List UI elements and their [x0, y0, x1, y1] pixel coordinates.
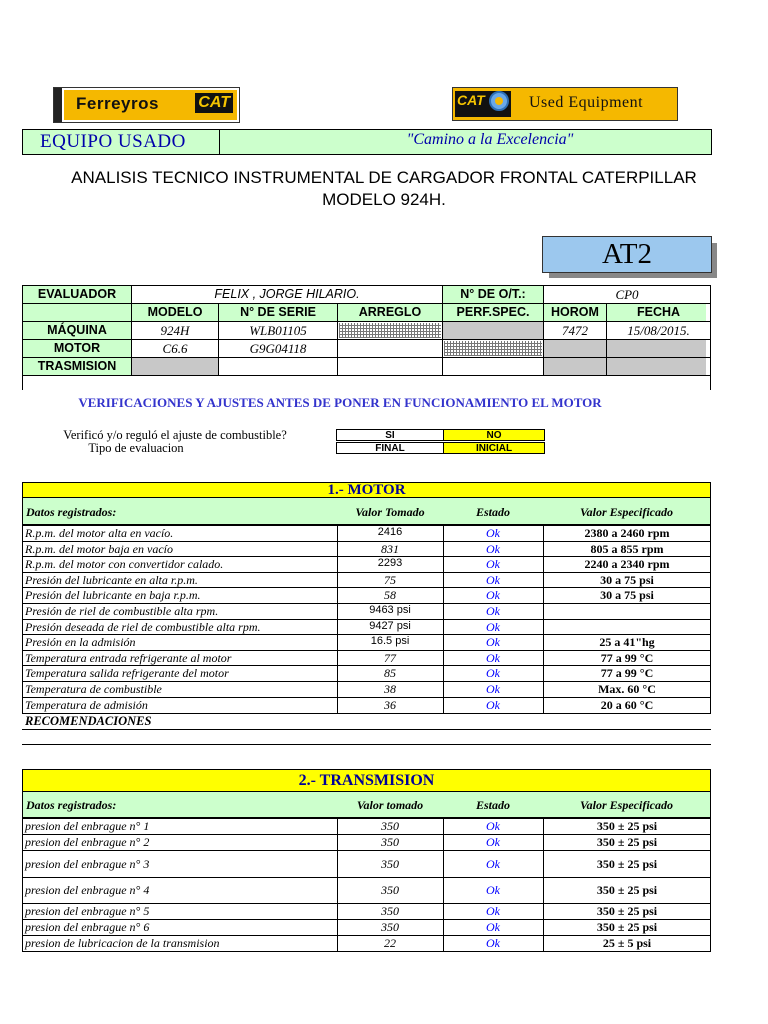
- row-label: presion del enbrague n° 3: [25, 857, 150, 871]
- row-valor: 2293: [377, 557, 403, 569]
- row-label: Presión de riel de combustible alta rpm.: [25, 604, 219, 618]
- col-serie: N° DE SERIE: [240, 305, 316, 319]
- row-spec: 2380 a 2460 rpm: [584, 526, 670, 540]
- row-estado: Ok: [486, 620, 500, 634]
- row-label: Presión deseada de riel de combustible alta rpm.: [25, 620, 261, 634]
- motor-serie: G9G04118: [249, 341, 307, 356]
- row-label: R.p.m. del motor con convertidor calado.: [25, 557, 224, 571]
- maquina-fecha: 15/08/2015.: [627, 323, 690, 338]
- row-valor: 16.5 psi: [370, 635, 410, 647]
- trasmision-label: TRASMISION: [37, 359, 117, 373]
- row-estado: Ok: [486, 604, 500, 618]
- row-label: Temperatura entrada refrigerante al motor: [25, 651, 232, 665]
- row-valor: 350: [381, 857, 399, 871]
- row-valor: 350: [381, 904, 399, 918]
- maquina-serie: WLB01105: [249, 323, 307, 338]
- row-valor: 350: [381, 920, 399, 934]
- evaluador-value: FELIX , JORGE HILARIO.: [214, 287, 360, 301]
- row-valor: 350: [381, 835, 399, 849]
- motor-header-valor: Valor Tomado: [355, 505, 425, 519]
- motor-header-estado: Estado: [475, 505, 510, 519]
- row-estado: Ok: [486, 666, 500, 680]
- row-valor: 2416: [377, 526, 403, 538]
- row-label: presion del enbrague n° 6: [25, 920, 150, 934]
- cat-logo-text: CAT: [195, 93, 233, 113]
- row-estado: Ok: [486, 835, 500, 849]
- row-spec: 350 ± 25 psi: [596, 857, 658, 871]
- row-spec: 30 a 75 psi: [600, 588, 654, 602]
- row-valor: 831: [381, 542, 399, 556]
- row-label: R.p.m. del motor alta en vacío.: [25, 526, 174, 540]
- row-estado: Ok: [486, 573, 500, 587]
- trans-header-estado: Estado: [475, 798, 510, 812]
- question-combustible: Verificó y/o reguló el ajuste de combustible?: [63, 428, 287, 442]
- row-label: presion del enbrague n° 2: [25, 835, 150, 849]
- option-inicial[interactable]: INICIAL: [443, 442, 545, 454]
- col-modelo: MODELO: [147, 305, 203, 319]
- row-valor: 38: [384, 682, 396, 696]
- row-valor: 36: [384, 698, 396, 712]
- row-label: Temperatura de admisión: [25, 698, 148, 712]
- row-label: Presión del lubricante en alta r.p.m.: [25, 573, 198, 587]
- maquina-label: MÁQUINA: [47, 323, 107, 337]
- motor-header-datos: Datos registrados:: [26, 505, 117, 519]
- maquina-modelo: 924H: [160, 323, 190, 338]
- trans-header-spec: Valor Especificado: [580, 798, 673, 812]
- ot-value: CP0: [615, 287, 639, 302]
- col-arreglo: ARREGLO: [358, 305, 422, 319]
- motto: "Camino a la Excelencia": [406, 131, 574, 148]
- row-estado: Ok: [486, 698, 500, 712]
- row-estado: Ok: [486, 936, 500, 950]
- row-label: Temperatura salida refrigerante del motor: [25, 666, 229, 680]
- equipo-usado-label: EQUIPO USADO: [40, 131, 186, 152]
- row-spec: Max. 60 °C: [598, 682, 656, 696]
- ferreyros-logo-text: Ferreyros: [76, 94, 159, 113]
- ferreyros-logo: [53, 87, 240, 123]
- row-valor: 77: [384, 651, 396, 665]
- row-estado: Ok: [486, 857, 500, 871]
- row-estado: Ok: [486, 920, 500, 934]
- motor-section-title: 1.- MOTOR: [22, 482, 711, 498]
- transmision-section-title: 2.- TRANSMISION: [22, 769, 711, 792]
- maquina-horom: 7472: [562, 323, 588, 338]
- row-estado: Ok: [486, 819, 500, 833]
- trans-header-datos: Datos registrados:: [26, 798, 117, 812]
- row-spec: 350 ± 25 psi: [596, 904, 658, 918]
- recomendaciones-label: RECOMENDACIONES: [25, 714, 152, 728]
- col-perf: PERF.SPEC.: [456, 305, 530, 319]
- row-spec: 20 a 60 °C: [600, 698, 654, 712]
- row-valor: 75: [384, 573, 396, 587]
- row-valor: 58: [384, 588, 396, 602]
- row-estado: Ok: [486, 904, 500, 918]
- row-valor: 9427 psi: [369, 620, 411, 632]
- option-si[interactable]: SI: [336, 429, 444, 441]
- row-valor: 22: [384, 936, 396, 950]
- row-spec: 350 ± 25 psi: [596, 920, 658, 934]
- row-valor: 85: [384, 666, 396, 680]
- gear-icon: [489, 91, 509, 111]
- row-spec: 2240 a 2340 rpm: [584, 557, 670, 571]
- row-estado: Ok: [486, 883, 500, 897]
- row-estado: Ok: [486, 588, 500, 602]
- used-equipment-logo: [452, 87, 678, 121]
- document-code: AT2: [542, 236, 712, 273]
- row-label: Presión en la admisión: [25, 635, 136, 649]
- question-tipo-evaluacion: Tipo de evaluacion: [88, 441, 184, 455]
- used-equipment-text: Used Equipment: [529, 94, 644, 111]
- row-spec: 77 a 99 °C: [600, 666, 654, 680]
- motor-modelo: C6.6: [162, 341, 188, 356]
- row-estado: Ok: [486, 682, 500, 696]
- row-label: presion del enbrague n° 4: [25, 883, 150, 897]
- used-cat-text: CAT: [457, 92, 485, 108]
- row-label: presion del enbrague n° 1: [25, 819, 150, 833]
- motor-header-spec: Valor Especificado: [580, 505, 673, 519]
- row-estado: Ok: [486, 542, 500, 556]
- row-label: R.p.m. del motor baja en vacío: [25, 542, 173, 556]
- row-spec: 25 a 41"hg: [599, 635, 655, 649]
- trans-header-valor: Valor tomado: [356, 798, 424, 812]
- row-spec: 805 a 855 rpm: [590, 542, 664, 556]
- row-estado: Ok: [486, 651, 500, 665]
- row-estado: Ok: [486, 557, 500, 571]
- row-estado: Ok: [486, 526, 500, 540]
- row-label: presion del enbrague n° 5: [25, 904, 150, 918]
- row-valor: 350: [381, 883, 399, 897]
- evaluador-label: EVALUADOR: [37, 287, 117, 301]
- col-horom: HOROM: [551, 305, 599, 319]
- row-label: Temperatura de combustible: [25, 682, 162, 696]
- motor-label: MOTOR: [53, 341, 101, 355]
- row-label: presion de lubricacion de la transmision: [25, 936, 220, 950]
- row-spec: 350 ± 25 psi: [596, 883, 658, 897]
- row-valor: 350: [381, 819, 399, 833]
- row-spec: 25 ± 5 psi: [602, 936, 652, 950]
- option-no[interactable]: NO: [443, 429, 545, 441]
- row-estado: Ok: [486, 635, 500, 649]
- document-title-line2: MODELO 924H.: [322, 190, 446, 209]
- option-final[interactable]: FINAL: [336, 442, 444, 454]
- row-spec: 350 ± 25 psi: [596, 835, 658, 849]
- row-label: Presión del lubricante en baja r.p.m.: [25, 588, 201, 602]
- col-fecha: FECHA: [636, 305, 681, 319]
- row-spec: 30 a 75 psi: [600, 573, 654, 587]
- row-spec: 77 a 99 °C: [600, 651, 654, 665]
- document-title-line1: ANALISIS TECNICO INSTRUMENTAL DE CARGADOR FRONTAL CATERPILLAR: [71, 168, 697, 187]
- ot-label: N° DE O/T.:: [460, 287, 526, 301]
- row-valor: 9463 psi: [369, 604, 411, 616]
- verificaciones-title: VERIFICACIONES Y AJUSTES ANTES DE PONER EN FUNCIONAMIENTO EL MOTOR: [78, 395, 602, 410]
- row-spec: 350 ± 25 psi: [596, 819, 658, 833]
